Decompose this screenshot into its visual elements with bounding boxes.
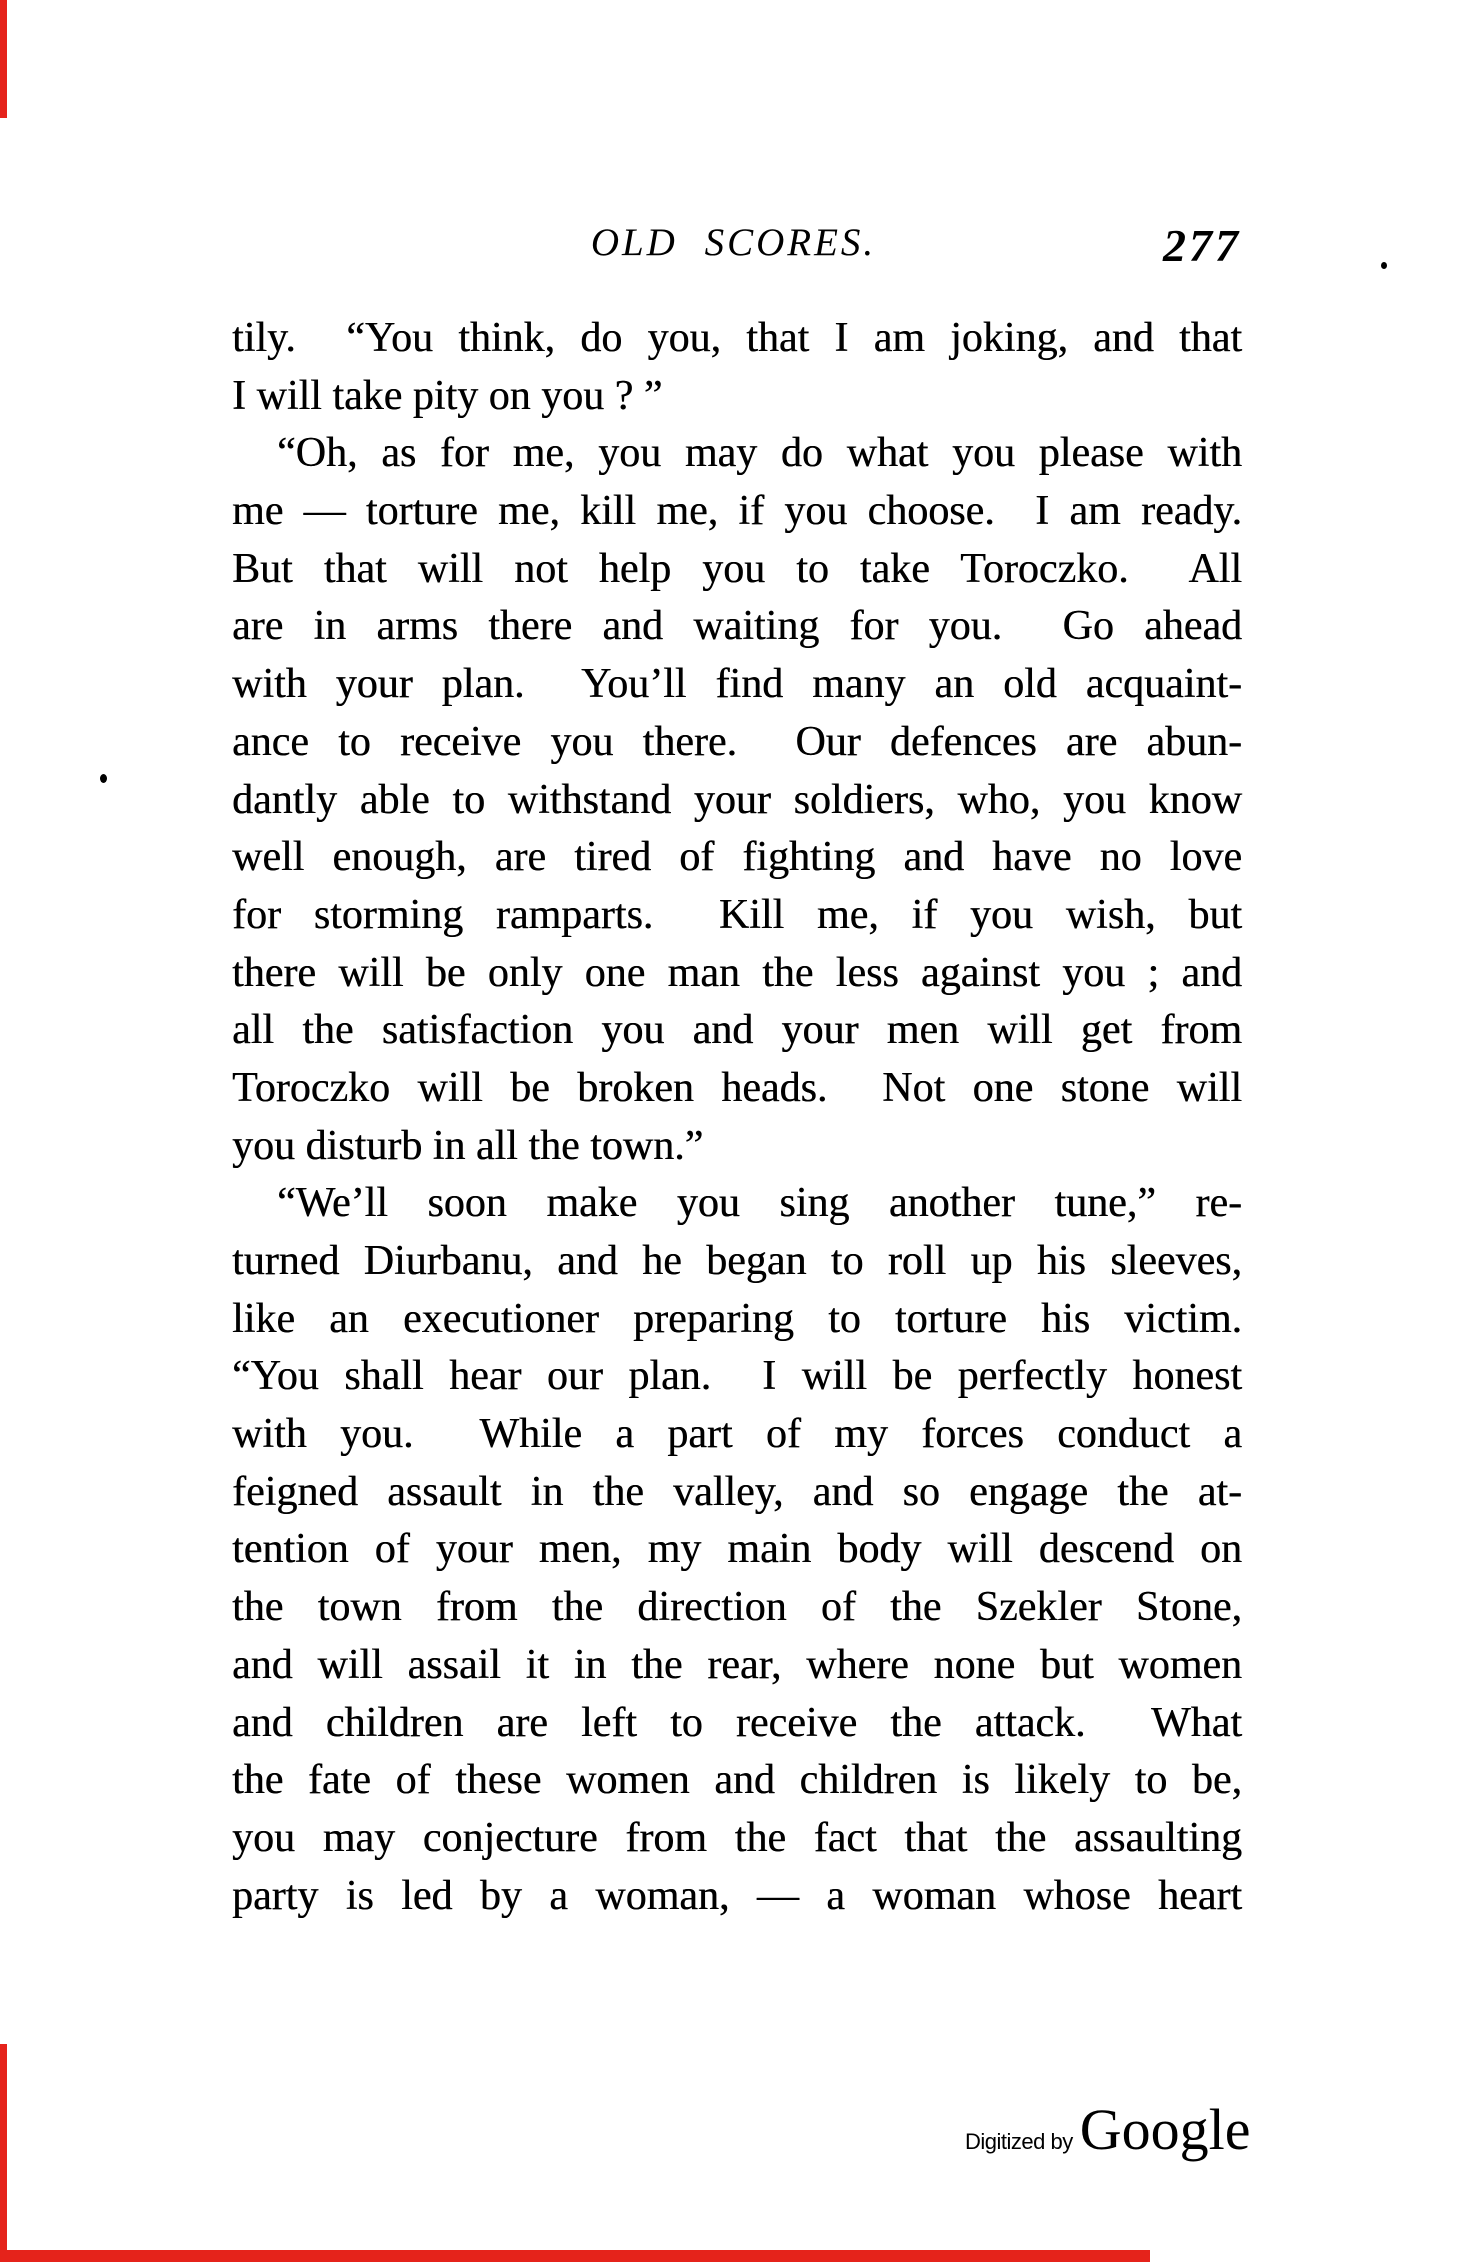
text-line: But that will not help you to take Toroczko. All — [232, 545, 1242, 592]
text-line: party is led by a woman, — a woman whose heart — [232, 1872, 1242, 1919]
running-header-title: OLD SCORES. — [590, 221, 877, 264]
text-line: there will be only one man the less against you ; and — [232, 949, 1242, 996]
scan-edge-artifact-bottom — [0, 2250, 1150, 2262]
text-line: and will assail it in the rear, where none but women — [232, 1641, 1242, 1688]
text-line: like an executioner preparing to torture his victim. — [232, 1295, 1242, 1342]
text-line: dantly able to withstand your soldiers, who, you know — [232, 776, 1242, 823]
text-line: well enough, are tired of fighting and have no love — [232, 834, 1242, 881]
body-text-block — [232, 310, 1242, 1925]
text-line: and children are left to receive the attack. What — [232, 1699, 1242, 1746]
text-line: the fate of these women and children is likely to be, — [232, 1757, 1242, 1804]
text-line: “We’ll soon make you sing another tune,” re- — [277, 1180, 1242, 1227]
google-logo: Google — [1079, 2097, 1251, 2162]
text-line: are in arms there and waiting for you. Go ahead — [232, 603, 1242, 650]
text-line: the town from the direction of the Szekler Stone, — [232, 1584, 1242, 1631]
scan-edge-artifact-left-top — [0, 0, 7, 118]
text-line: me — torture me, kill me, if you choose. I am ready. — [232, 488, 1242, 535]
text-line: I will take pity on you ? ” — [232, 372, 663, 419]
text-line: tention of your men, my main body will descend on — [232, 1526, 1242, 1573]
text-line: with you. While a part of my forces conduct a — [232, 1411, 1242, 1458]
text-line: you may conjecture from the fact that the assaulting — [232, 1814, 1242, 1861]
ink-speck — [100, 774, 107, 783]
text-line: you disturb in all the town.” — [232, 1122, 704, 1169]
text-line: “Oh, as for me, you may do what you please with — [277, 430, 1242, 477]
text-line: all the satisfaction you and your men will get from — [232, 1007, 1242, 1054]
text-line: ance to receive you there. Our defences are abun- — [232, 718, 1242, 765]
ink-speck — [1381, 262, 1387, 269]
text-line: with your plan. You’ll find many an old acquaint- — [232, 661, 1242, 708]
text-line: for storming ramparts. Kill me, if you wish, but — [232, 891, 1242, 938]
text-line: Toroczko will be broken heads. Not one stone will — [232, 1064, 1242, 1111]
text-line: turned Diurbanu, and he began to roll up his sleeves, — [232, 1238, 1242, 1284]
text-line: tily. “You think, do you, that I am joking, and that — [232, 315, 1242, 361]
text-line: “You shall hear our plan. I will be perfectly honest — [232, 1353, 1242, 1400]
digitization-credit — [965, 2096, 1250, 2163]
text-line: feigned assault in the valley, and so engage the at- — [232, 1468, 1242, 1515]
page-number: 277 — [1163, 220, 1241, 271]
scan-edge-artifact-left-bottom — [0, 2044, 7, 2262]
credit-prefix-label: Digitized by — [965, 2129, 1073, 2154]
